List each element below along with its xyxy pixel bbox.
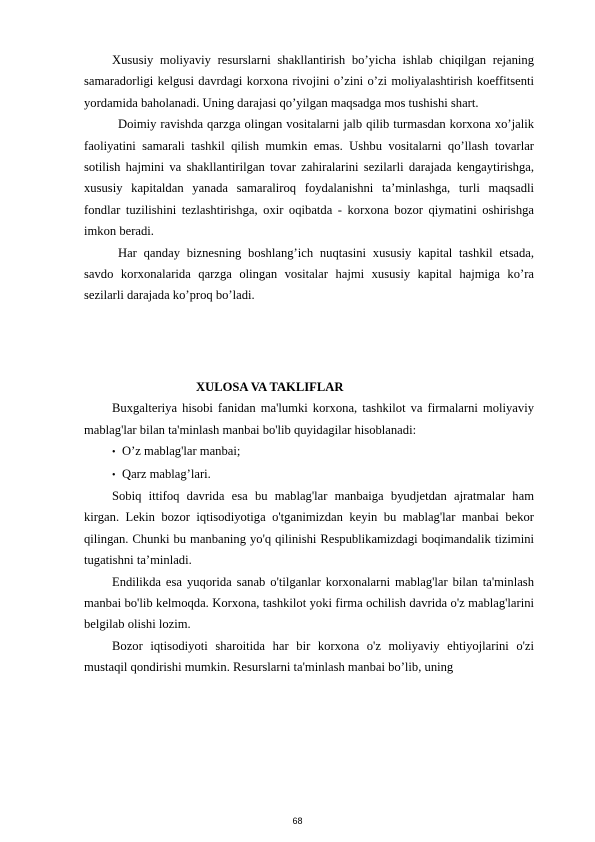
section-spacer xyxy=(84,307,534,377)
section-heading: XULOSA VA TAKLIFLAR xyxy=(196,379,344,394)
paragraph-market-economy: Bozor iqtisodiyoti sharoitida har bir korxona o'z moliyaviy ehtiyojlarini o'zi mustaqil qondirishi mumkin. Resurslarni ta'minlash manbai bo’lib, uning xyxy=(84,638,534,675)
paragraph-business-capital: Har qanday biznesning boshlang’ich nuqtasini xususiy kapital tashkil etsada, savdo korxonalarida qarzga olingan vositalar hajmi xususiy kapital hajmiga ko’ra sezilarli darajada ko’proq bo’ladi. xyxy=(84,245,534,303)
bullet-icon: • xyxy=(112,447,116,459)
list-item xyxy=(84,441,534,463)
paragraph-soviet-era: Sobiq ittifoq davrida esa bu mablag'lar manbaiga byudjetdan ajratmalar ham kirgan. Lekin bozor iqtisodiyotiga o'tganimizdan keyin bu mablag'lar manbai bekor qilingan. Chunki bu manbaning yo'q qilinishi Respublikamizdagi boqimandalik tizimini tugatishni ta’minladi. xyxy=(84,488,534,568)
list-item-text: O’z mablag'lar manbai; xyxy=(122,444,241,459)
paragraph-current-sources: Endilikda esa yuqorida sanab o'tilganlar korxonalarni mablag'lar bilan ta'minlash manbai bo'lib kelmoqda. Korxona, tashkilot yoki firma ochilish davrida o'z mablag'larini belgilab olishi lozim. xyxy=(84,574,534,632)
paragraph-resource-plan: Xususiy moliyaviy resurslarni shakllantirish bo’yicha ishlab chiqilgan rejaning samaradorligi kelgusi davrdagi korxona rivojini o’zini o’zi moliyalashtirish koeffitsenti yordamida baholanadi. Uning darajasi qo’yilgan maqsadga mos tushishi shart. xyxy=(84,53,534,110)
list-item-text: Qarz mablag’lari. xyxy=(122,466,211,481)
paragraph-borrowed-funds: Doimiy ravishda qarzga olingan vositalarni jalb qilib turmasdan korxona xo’jalik faoliyatini samarali tashkil qilish mumkin emas. Ushbu vositalarni qo’llash tovarlar sotilish hajmini va shakllantirilgan tovar zahiralarini sezilarli darajada kengaytirishga, xususiy kapitaldan yanada samaraliroq foydalanishni ta’minlashga, turli maqsadli fondlar tuzilishini tezlashtirishga, oxir oqibatda - korxona bozor qiymatini oshirishga imkon beradi. xyxy=(84,117,534,239)
paragraph-accounting-intro: Buxgalteriya hisobi fanidan ma'lumki korxona, tashkilot va firmalarni moliyaviy mablag'lar bilan ta'minlash manbai bo'lib quyidagilar hisoblanadi: xyxy=(84,401,534,437)
list-item xyxy=(84,464,534,486)
bullet-icon: • xyxy=(112,469,116,481)
page-content xyxy=(84,50,534,679)
page-number: 68 xyxy=(292,816,303,826)
